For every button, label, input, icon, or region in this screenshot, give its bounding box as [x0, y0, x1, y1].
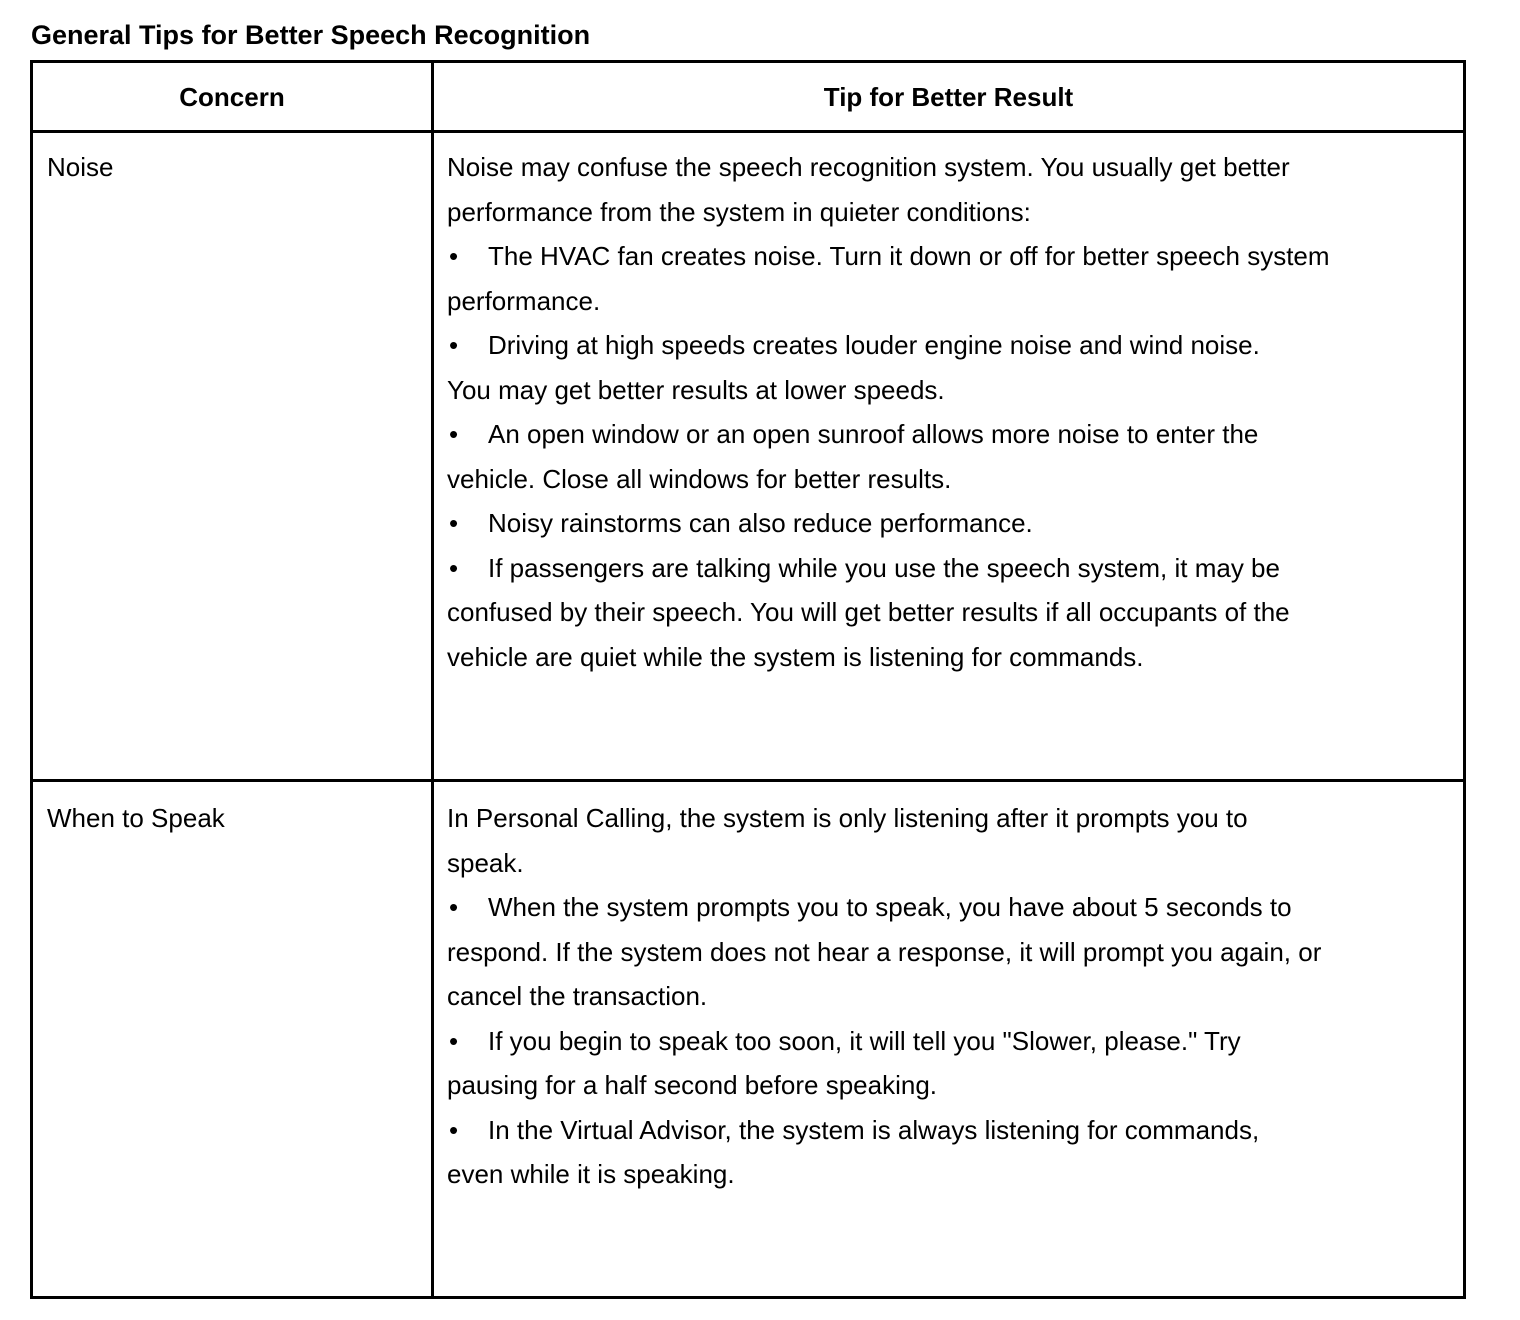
tip-line: respond. If the system does not hear a response, it will prompt you again, or [447, 936, 1322, 967]
bullet-item [447, 501, 1447, 546]
tip-line: vehicle. Close all windows for better results. [447, 463, 952, 494]
tip-line: pausing for a half second before speaking. [447, 1070, 938, 1100]
tip-line: The HVAC fan creates noise. Turn it down or off for better speech system [488, 241, 1330, 271]
tip-line: If you begin to speak too soon, it will tell you "Slower, please." Try [488, 1025, 1241, 1056]
tip-cell-when-to-speak [447, 796, 1447, 1197]
bullet-item [447, 234, 1447, 279]
tip-line: An open window or an open sunroof allows more noise to enter the [488, 419, 1259, 449]
column-header-concern: Concern [179, 82, 285, 112]
tip-line: Noise may confuse the speech recognition system. You usually get better [447, 152, 1290, 182]
tip-line: performance. [447, 285, 601, 316]
bullet-icon: • [449, 1025, 459, 1056]
bullet-icon: • [449, 1114, 459, 1145]
tip-line: performance from the system in quieter conditions: [447, 196, 1031, 227]
column-divider [431, 63, 434, 1296]
tip-line: If passengers are talking while you use the speech system, it may be [488, 552, 1280, 583]
concern-cell-noise: Noise [47, 152, 114, 182]
tip-line: You may get better results at lower speeds. [447, 374, 945, 405]
tip-line: Noisy rainstorms can also reduce performance. [488, 508, 1033, 538]
document-title: General Tips for Better Speech Recognition [31, 20, 591, 50]
tip-line: In the Virtual Advisor, the system is always listening for commands, [488, 1114, 1260, 1145]
column-header-tip: Tip for Better Result [823, 82, 1074, 112]
bullet-item [447, 1108, 1447, 1153]
bullet-item [447, 885, 1447, 930]
tip-line: speak. [447, 847, 524, 878]
bullet-icon: • [449, 892, 459, 922]
tip-line: In Personal Calling, the system is only listening after it prompts you to [447, 803, 1248, 833]
bullet-item [447, 323, 1447, 368]
tip-line: When the system prompts you to speak, you have about 5 seconds to [488, 892, 1292, 922]
concern-cell-when-to-speak: When to Speak [47, 803, 225, 833]
tip-line: confused by their speech. You will get better results if all occupants of the [447, 597, 1290, 627]
tip-line: cancel the transaction. [447, 981, 708, 1011]
bullet-icon: • [449, 330, 459, 360]
row-divider [33, 779, 1463, 782]
bullet-icon: • [449, 419, 459, 449]
bullet-item [447, 412, 1447, 457]
bullet-icon: • [449, 508, 459, 538]
bullet-icon: • [449, 552, 459, 583]
tip-cell-noise [447, 145, 1447, 679]
tip-line: even while it is speaking. [447, 1159, 735, 1189]
tips-table [30, 60, 1466, 1299]
bullet-item [447, 546, 1447, 591]
bullet-icon: • [449, 241, 459, 271]
tip-line: Driving at high speeds creates louder engine noise and wind noise. [488, 330, 1260, 360]
bullet-item [447, 1019, 1447, 1064]
tip-line: vehicle are quiet while the system is listening for commands. [447, 641, 1144, 672]
